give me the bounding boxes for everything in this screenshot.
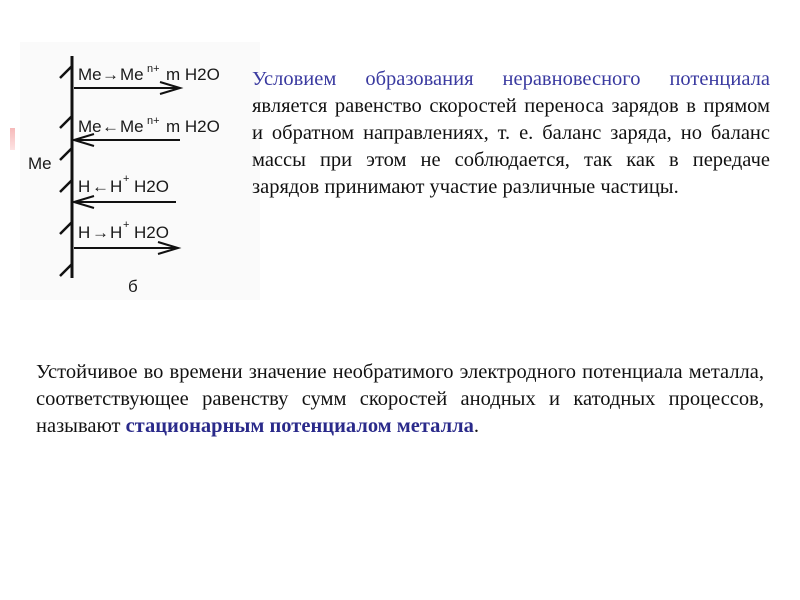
metal-label: Me: [28, 154, 52, 173]
diagram-svg: [20, 42, 260, 300]
paragraph-1-rest: является равенство скоростей переноса зарядов в прямом и обратном направлениях, т. е. баланс заряда, но баланс массы при этом не соблюдается, так как в передаче зарядов принимают участие различные частицы.: [252, 95, 770, 198]
reaction-3-extra: H2O: [134, 177, 169, 196]
decorative-bar: [10, 128, 15, 150]
electrode-hatching: [60, 66, 72, 276]
reaction-1-left: Me: [78, 65, 102, 84]
electrode-diagram: [20, 42, 260, 300]
reaction-4-arrow: →: [92, 223, 109, 242]
reaction-2-sup: n+: [147, 115, 160, 127]
reaction-2-right: Me: [120, 117, 144, 136]
reaction-4-sup: +: [123, 219, 130, 231]
paragraph-2-bold-term: стационарным потенциалом металла: [125, 415, 474, 437]
reaction-3-arrow: ←: [92, 177, 109, 196]
paragraph-2-text: Устойчивое во времени значение необратимого электродного потенциала металла, соответствующее равенству сумм скоростей анодных и катодных процессов, называют: [36, 361, 764, 437]
reaction-1-extra: m H2O: [166, 65, 220, 84]
reaction-3-right: H: [110, 177, 123, 196]
reaction-3-left: H: [78, 177, 91, 196]
reaction-1-arrow: →: [102, 65, 119, 84]
reaction-2-left: Me: [78, 117, 102, 136]
diagram-caption: б: [128, 277, 138, 296]
reaction-1-right: Me: [120, 65, 144, 84]
reaction-4-left: H: [78, 223, 91, 242]
reaction-1-sup: n+: [147, 63, 160, 75]
paragraph-1-highlight: Условием образования неравновесного потенциала: [252, 68, 770, 90]
paragraph-stationary: [36, 359, 764, 440]
paragraph-nonequilibrium: [252, 66, 770, 201]
reaction-3-sup: +: [123, 173, 130, 185]
reaction-2-extra: m H2O: [166, 117, 220, 136]
reaction-4-right: H: [110, 223, 123, 242]
paragraph-2-end: .: [473, 415, 479, 437]
reaction-4-extra: H2O: [134, 223, 169, 242]
reaction-2-arrow: ←: [102, 117, 119, 136]
